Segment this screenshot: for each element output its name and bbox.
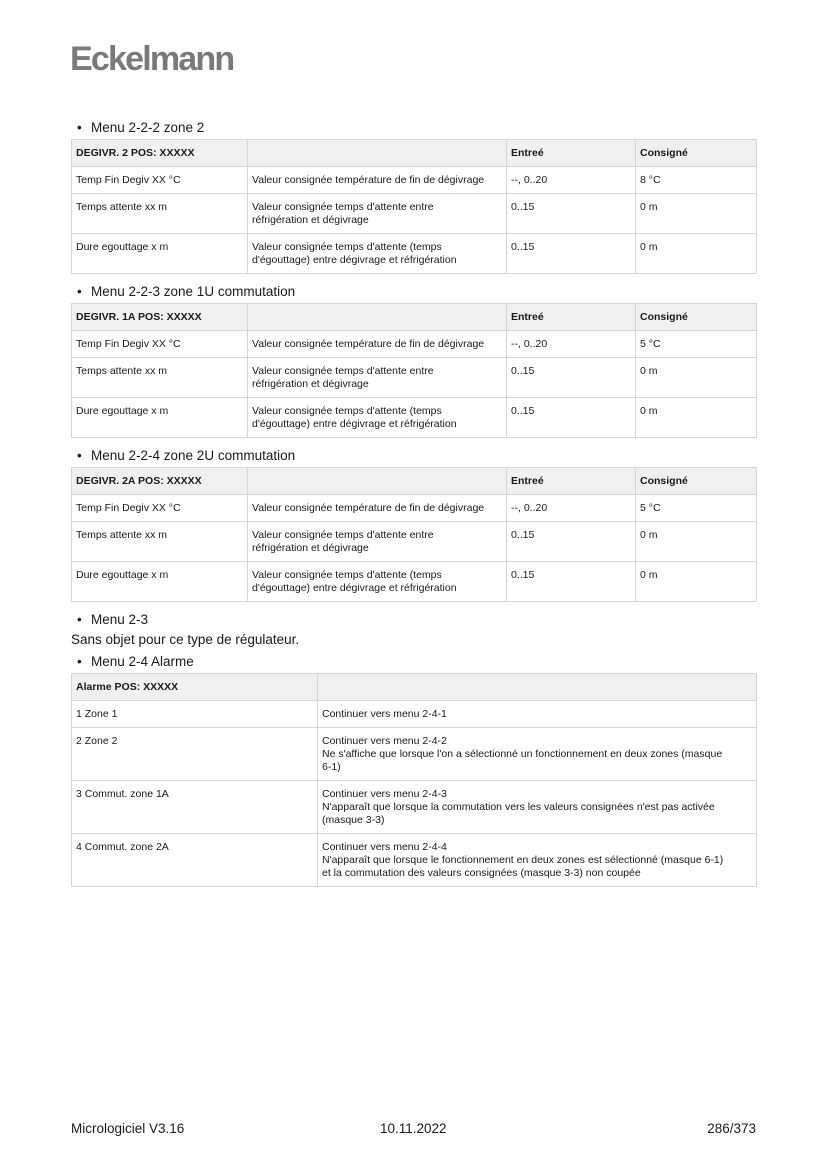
table-cell: Temps attente xx m <box>72 522 248 562</box>
table-cell: 0 m <box>636 522 757 562</box>
table-cell: Valeur consignée temps d'attente (temps d'égouttage) entre dégivrage et réfrigération <box>248 234 507 274</box>
table-cell: 0 m <box>636 234 757 274</box>
table-header-cell: Entreé <box>507 304 636 331</box>
table-cell: Valeur consignée temps d'attente (temps d'égouttage) entre dégivrage et réfrigération <box>248 398 507 438</box>
parameter-table <box>71 303 757 438</box>
table-cell: 2 Zone 2 <box>72 728 318 781</box>
table-cell: 0 m <box>636 358 757 398</box>
table-header-cell <box>248 304 507 331</box>
table-cell: Continuer vers menu 2-4-3 N'apparaît que lorsque la commutation vers les valeurs consignées n'est pas activée (masque 3-3) <box>318 781 757 834</box>
eckelmann-logo: Eckelmann <box>70 40 234 78</box>
table-row <box>72 701 757 728</box>
table-row <box>72 562 757 602</box>
table-cell: 3 Commut. zone 1A <box>72 781 318 834</box>
table-row <box>72 167 757 194</box>
table-cell: 0 m <box>636 562 757 602</box>
table-cell: 0..15 <box>507 562 636 602</box>
table-cell: 0..15 <box>507 522 636 562</box>
section-title: Menu 2-2-4 zone 2U commutation <box>91 448 296 463</box>
table-cell: 0..15 <box>507 234 636 274</box>
table-cell: Continuer vers menu 2-4-1 <box>318 701 757 728</box>
footer-date: 10.11.2022 <box>380 1121 447 1136</box>
table-cell: Dure egouttage x m <box>72 234 248 274</box>
table-cell: Temps attente xx m <box>72 194 248 234</box>
section-bullet: • Menu 2-4 Alarme <box>77 654 194 669</box>
table-cell: 0 m <box>636 194 757 234</box>
section-title: Menu 2-2-3 zone 1U commutation <box>91 284 296 299</box>
table-header-row <box>72 674 757 701</box>
table-cell: 5 °C <box>636 331 757 358</box>
table-row <box>72 522 757 562</box>
page-content <box>71 119 756 896</box>
table-header-cell: Entreé <box>507 140 636 167</box>
table-cell: Continuer vers menu 2-4-4 N'apparaît que lorsque le fonctionnement en deux zones est sélectionné (masque 6-1) et la commutation des valeurs consignées (masque 3-3) non coupée <box>318 834 757 887</box>
table-header-cell <box>318 674 757 701</box>
table-cell: --, 0..20 <box>507 331 636 358</box>
table-cell: Valeur consignée temps d'attente entre réfrigération et dégivrage <box>248 358 507 398</box>
table-header-cell: Entreé <box>507 468 636 495</box>
table-header-row <box>72 304 757 331</box>
section-bullet: • Menu 2-2-4 zone 2U commutation <box>77 448 296 463</box>
table-cell: Valeur consignée température de fin de dégivrage <box>248 495 507 522</box>
table-row <box>72 194 757 234</box>
table-cell: 0..15 <box>507 358 636 398</box>
table-cell: Valeur consignée temps d'attente (temps d'égouttage) entre dégivrage et réfrigération <box>248 562 507 602</box>
table-row <box>72 728 757 781</box>
table-row <box>72 331 757 358</box>
table-row <box>72 495 757 522</box>
table-cell: 0..15 <box>507 398 636 438</box>
table-cell: Temp Fin Degiv XX °C <box>72 331 248 358</box>
menu-2-3-note: Sans objet pour ce type de régulateur. <box>71 632 300 647</box>
table-cell: Temps attente xx m <box>72 358 248 398</box>
table-cell: --, 0..20 <box>507 167 636 194</box>
parameter-table <box>71 139 757 274</box>
table-cell: Continuer vers menu 2-4-2 Ne s'affiche que lorsque l'on a sélectionné un fonctionnement en deux zones (masque 6-1) <box>318 728 757 781</box>
table-header-cell <box>248 140 507 167</box>
section-title: Menu 2-2-2 zone 2 <box>91 120 205 135</box>
section-title: Menu 2-4 Alarme <box>91 654 194 669</box>
table-row <box>72 358 757 398</box>
table-header-cell: Consigné <box>636 140 757 167</box>
table-cell: Temp Fin Degiv XX °C <box>72 167 248 194</box>
table-cell: Dure egouttage x m <box>72 398 248 438</box>
section-bullet: • Menu 2-2-3 zone 1U commutation <box>77 284 296 299</box>
table-cell: 4 Commut. zone 2A <box>72 834 318 887</box>
table-cell: 1 Zone 1 <box>72 701 318 728</box>
table-header-cell <box>248 468 507 495</box>
table-cell: Valeur consignée temps d'attente entre réfrigération et dégivrage <box>248 194 507 234</box>
table-header-row <box>72 468 757 495</box>
table-header-cell: Consigné <box>636 304 757 331</box>
table-cell: Dure egouttage x m <box>72 562 248 602</box>
section-title: Menu 2-3 <box>91 612 149 627</box>
table-header-cell: DEGIVR. 1A POS: XXXXX <box>72 304 248 331</box>
footer-firmware-version: Micrologiciel V3.16 <box>71 1121 185 1136</box>
table-row <box>72 834 757 887</box>
table-header-row <box>72 140 757 167</box>
table-cell: 0..15 <box>507 194 636 234</box>
table-header-cell: DEGIVR. 2 POS: XXXXX <box>72 140 248 167</box>
table-header-cell: DEGIVR. 2A POS: XXXXX <box>72 468 248 495</box>
section-bullet: • Menu 2-2-2 zone 2 <box>77 120 205 135</box>
parameter-table <box>71 467 757 602</box>
table-cell: 5 °C <box>636 495 757 522</box>
table-row <box>72 781 757 834</box>
alarm-table <box>71 673 757 887</box>
section-bullet: • Menu 2-3 <box>77 612 149 627</box>
table-header-cell: Consigné <box>636 468 757 495</box>
table-cell: Valeur consignée température de fin de dégivrage <box>248 331 507 358</box>
table-cell: Temp Fin Degiv XX °C <box>72 495 248 522</box>
table-row <box>72 234 757 274</box>
table-cell: Valeur consignée temps d'attente entre réfrigération et dégivrage <box>248 522 507 562</box>
footer-page-number: 286/373 <box>707 1121 756 1136</box>
table-cell: --, 0..20 <box>507 495 636 522</box>
table-row <box>72 398 757 438</box>
table-cell: 0 m <box>636 398 757 438</box>
table-cell: 8 °C <box>636 167 757 194</box>
table-header-cell: Alarme POS: XXXXX <box>72 674 318 701</box>
table-cell: Valeur consignée température de fin de dégivrage <box>248 167 507 194</box>
